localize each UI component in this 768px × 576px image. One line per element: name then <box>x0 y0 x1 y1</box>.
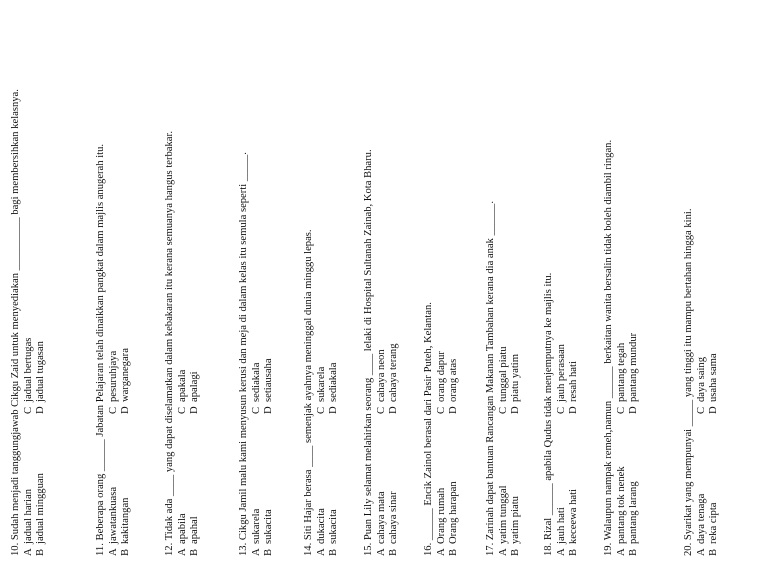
option-letter: B <box>388 548 400 556</box>
option-text: setiausaha <box>263 358 275 402</box>
option-letter: C <box>316 406 328 414</box>
option-text: daya tenaga <box>696 493 708 544</box>
option-text: apalagi <box>189 371 201 402</box>
question-stem: 18. Rizal ______ apabila Qudus tidak menjemputnya ke majlis itu. <box>543 272 554 556</box>
question-stem: 16. ______ Encik Zainol berasal dari Pasir Puteh, Kelantan. <box>423 302 434 556</box>
option-text: jadual tugasan <box>35 341 47 402</box>
option-text: sukarela <box>251 508 263 544</box>
question-stem: 17. Zarinah dapat bantuan Rancangan Makanan Tambahan kerana dia anak ______. <box>485 201 496 556</box>
option-letter: C <box>251 406 263 414</box>
option-letter: B <box>510 548 522 556</box>
option-text: sukacita <box>263 509 275 544</box>
option-text: sediakala <box>251 362 263 402</box>
option-letter: A <box>108 548 120 556</box>
option-text: yatim piatu <box>510 496 522 544</box>
option-text: daya saing <box>696 356 708 402</box>
option-letter: C <box>616 406 628 414</box>
option-text: pesuruhjaya <box>108 350 120 402</box>
option-letter: D <box>263 406 275 414</box>
option-text: Orang harapan <box>448 481 460 544</box>
option-letter: B <box>568 548 580 556</box>
option-letter: B <box>628 548 640 556</box>
option-text: sediakala <box>328 362 340 402</box>
question-15 <box>363 10 401 556</box>
option-letter: A <box>177 548 189 556</box>
option-text: jadual harian <box>23 488 35 544</box>
option-letter: D <box>328 406 340 414</box>
option-letter: A <box>436 548 448 556</box>
question-stem: 14. Siti Hajar berasa ____ semenjak ayahnya meninggal dunia minggu lepas. <box>303 229 314 556</box>
option-text: warganegara <box>120 348 132 402</box>
option-text: usaha sama <box>708 353 720 402</box>
option-letter: A <box>376 548 388 556</box>
option-letter: C <box>177 406 189 414</box>
answer-options <box>616 10 640 556</box>
answer-options <box>376 10 400 556</box>
option-letter: D <box>568 406 580 414</box>
option-letter: C <box>23 406 35 414</box>
option-letter: C <box>556 406 568 414</box>
option-text: tunggal piatu <box>498 346 510 402</box>
question-stem: 20. Syarikat yang mempunyai _____ yang tinggi itu mampu bertahan hingga kini. <box>683 208 694 556</box>
option-text: pantang larang <box>628 481 640 544</box>
option-text: kakitangan <box>120 497 132 544</box>
option-letter: A <box>696 548 708 556</box>
option-letter: D <box>628 406 640 414</box>
answer-options <box>498 10 522 556</box>
option-letter: C <box>108 406 120 414</box>
question-stem: 13. Cikgu Jamil malu kami menyusun kerusi dan meja di dalam kelas itu semula seperti _____. <box>238 152 249 556</box>
option-letter: B <box>448 548 460 556</box>
question-18 <box>543 10 581 556</box>
option-letter: D <box>448 406 460 414</box>
option-letter: D <box>189 406 201 414</box>
option-letter: A <box>23 548 35 556</box>
option-text: jadual mingguan <box>35 473 47 544</box>
option-text: dukacita <box>316 508 328 544</box>
option-text: orang atas <box>448 358 460 402</box>
answer-options <box>556 10 580 556</box>
option-text: keceewa hati <box>568 489 580 544</box>
answer-options <box>251 10 275 556</box>
option-letter: B <box>189 548 201 556</box>
option-text: orang dapur <box>436 351 448 402</box>
option-letter: C <box>436 406 448 414</box>
option-letter: A <box>556 548 568 556</box>
answer-options <box>108 10 132 556</box>
option-letter: B <box>120 548 132 556</box>
option-text: cahaya sinar <box>388 491 400 544</box>
option-text: cahaya terang <box>388 343 400 402</box>
option-text: apakala <box>177 369 189 402</box>
option-text: apahal <box>189 516 201 544</box>
option-letter: A <box>616 548 628 556</box>
answer-options <box>177 10 201 556</box>
option-letter: C <box>376 406 388 414</box>
option-text: pantang tok nenek <box>616 466 628 544</box>
option-text: Orang rumah <box>436 487 448 544</box>
option-letter: D <box>388 406 400 414</box>
option-text: sukacita <box>328 509 340 544</box>
option-text: pantang mundur <box>628 332 640 402</box>
option-text: jawatankuasa <box>108 486 120 544</box>
question-16 <box>423 10 461 556</box>
question-10 <box>10 10 48 556</box>
question-13 <box>238 10 276 556</box>
option-text: reka cipta <box>708 502 720 544</box>
option-letter: D <box>35 406 47 414</box>
question-20 <box>683 10 721 556</box>
question-stem: 15. Puan Lily selamat melahirkan seorang ____ lelaki di Hospital Sultanah Zainab, Kota Bharu. <box>363 149 374 556</box>
option-text: cahaya neon <box>376 349 388 402</box>
option-letter: D <box>120 406 132 414</box>
option-text: pantang tegah <box>616 342 628 402</box>
option-letter: B <box>328 548 340 556</box>
option-letter: D <box>708 406 720 414</box>
option-letter: C <box>696 406 708 414</box>
option-letter: A <box>316 548 328 556</box>
option-letter: A <box>498 548 510 556</box>
question-12 <box>164 10 202 556</box>
question-stem: 12. Tidak ada ____ yang dapat diselamatkan dalam kebakaran itu kerana semuanya hangus terbakar. <box>164 130 175 556</box>
question-stem: 10. Sudah menjadi tanggungjawab Cikgu Zaid untuk menyediakan __________ bagi membersihkan kelasnya. <box>10 89 21 556</box>
option-text: cahaya mata <box>376 491 388 544</box>
answer-options <box>436 10 460 556</box>
question-stem: 11. Beberapa orang ______ Jabatan Pelajaran telah dinaikkan pangkat dalam majlis anugerah itu. <box>95 143 106 556</box>
option-text: apabila <box>177 513 189 544</box>
option-letter: A <box>251 548 263 556</box>
option-text: sukarela <box>316 366 328 402</box>
question-14 <box>303 10 341 556</box>
option-text: yatim tunggal <box>498 485 510 544</box>
question-11 <box>95 10 133 556</box>
answer-options <box>696 10 720 556</box>
option-text: piatu yatim <box>510 354 522 402</box>
option-letter: B <box>35 548 47 556</box>
option-letter: C <box>498 406 510 414</box>
answer-options <box>23 10 47 556</box>
option-letter: B <box>263 548 275 556</box>
answer-options <box>316 10 340 556</box>
option-text: jauh perasaan <box>556 344 568 402</box>
option-text: jadual bertugas <box>23 337 35 402</box>
question-stem: 19. Walaupun nampak remeh,namun ______ berkaitan wanita bersalin tidak boleh diambil ringan. <box>603 139 614 556</box>
option-text: resah hati <box>568 361 580 402</box>
question-19 <box>603 10 641 556</box>
option-letter: D <box>510 406 522 414</box>
option-text: jauh hati <box>556 507 568 544</box>
question-17 <box>485 10 523 556</box>
option-letter: B <box>708 548 720 556</box>
